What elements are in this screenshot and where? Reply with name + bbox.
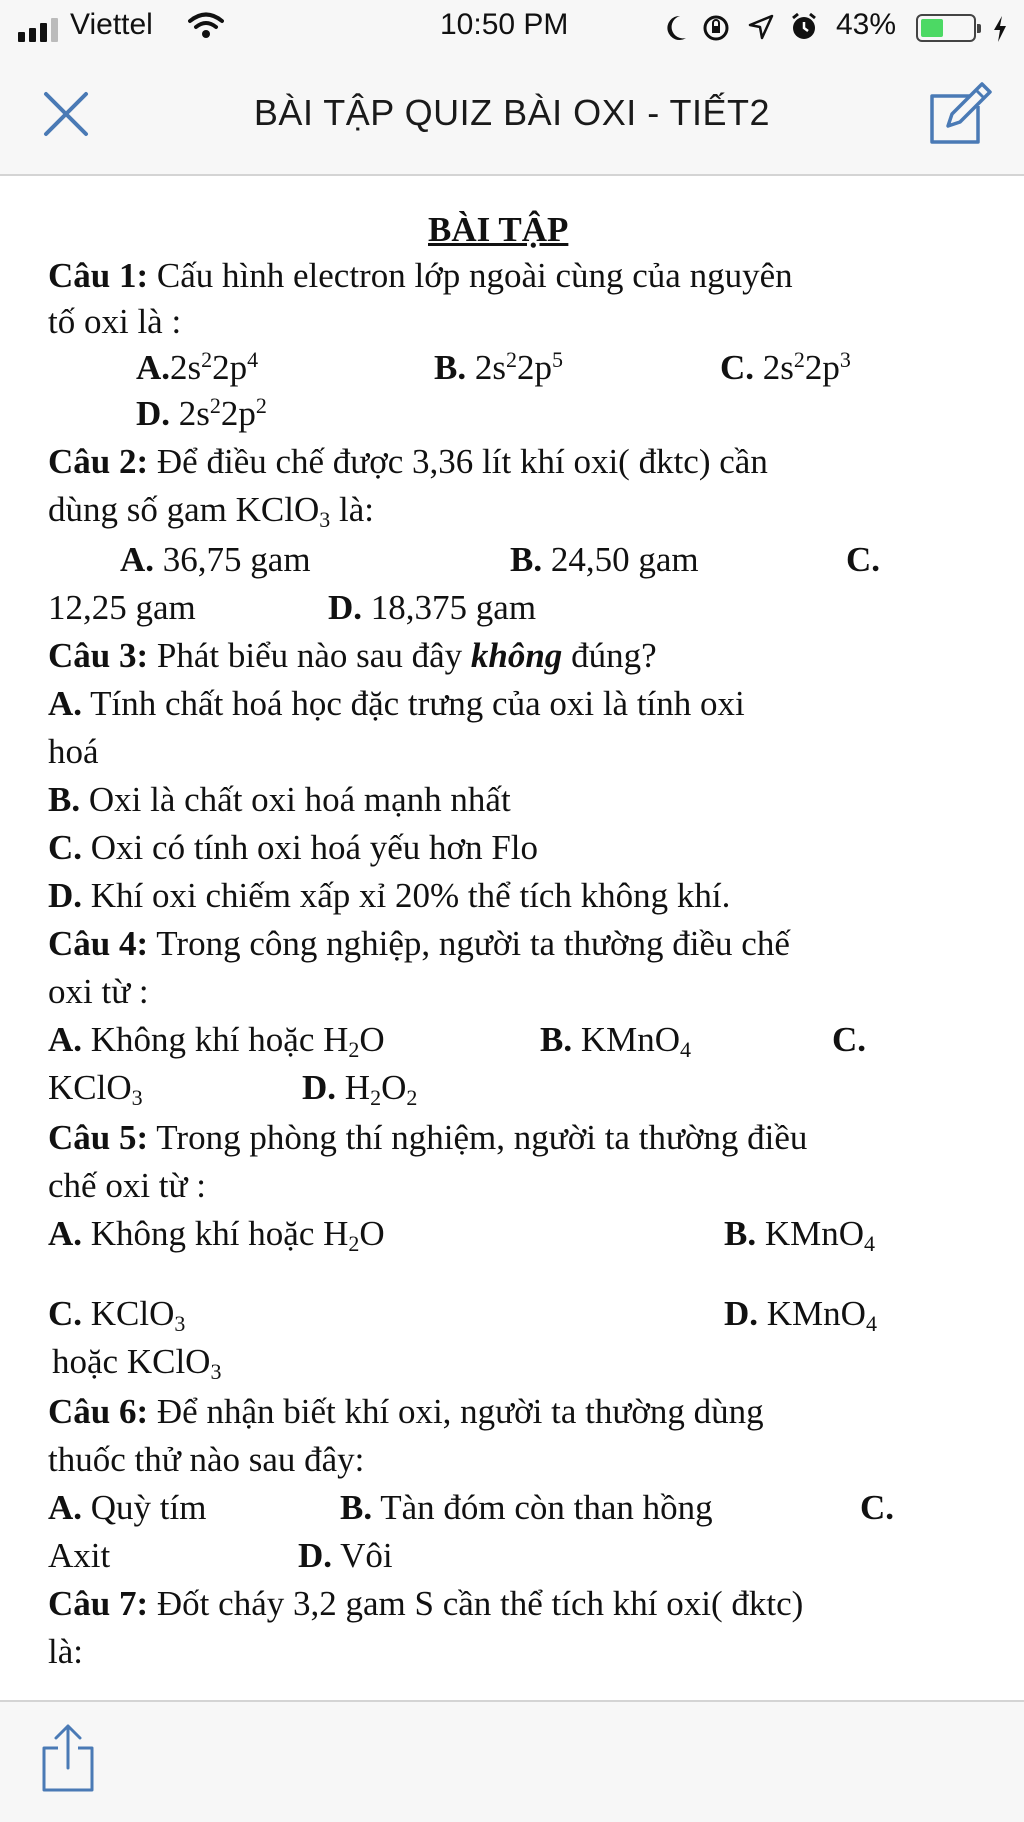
question-6: Câu 6: Để nhận biết khí oxi, người ta thường dùng xyxy=(48,1392,764,1431)
question-2-cont: dùng số gam KClO$_3$ là: xyxy=(48,490,374,532)
q2-option-a: A. 36,75 gam xyxy=(120,540,311,579)
clock: 10:50 PM xyxy=(440,8,569,41)
q2-option-c-value: 12,25 gam xyxy=(48,588,196,627)
q6-option-a: A. Quỳ tím xyxy=(48,1488,207,1527)
carrier-label: Viettel xyxy=(70,8,153,41)
q6-option-c: C. xyxy=(860,1488,895,1527)
q3-option-c: C. Oxi có tính oxi hoá yếu hơn Flo xyxy=(48,828,539,867)
question-3: Câu 3: Phát biểu nào sau đây không đúng? xyxy=(48,636,657,675)
question-5-cont: chế oxi từ : xyxy=(48,1166,206,1205)
q2-option-b: B. 24,50 gam xyxy=(510,540,699,579)
share-icon[interactable] xyxy=(40,1722,96,1794)
bottom-toolbar xyxy=(0,1700,1024,1822)
alarm-icon xyxy=(790,12,818,42)
do-not-disturb-icon xyxy=(664,14,688,42)
status-bar xyxy=(0,0,1024,56)
document-content xyxy=(48,196,968,1692)
page-title: BÀI TẬP QUIZ BÀI OXI - TIẾT2 xyxy=(253,92,771,133)
wifi-icon xyxy=(188,12,224,40)
question-7-cont: là: xyxy=(48,1632,83,1671)
q6-option-c-value: Axit xyxy=(48,1536,111,1575)
q2-option-c: C. xyxy=(846,540,881,579)
q1-option-d: D. $2s^22p^2$ xyxy=(136,393,267,433)
q2-option-d: D. 18,375 gam xyxy=(328,588,537,627)
location-icon xyxy=(748,14,774,40)
q1-option-c: C. $2s^22p^3$ xyxy=(720,347,851,387)
close-icon[interactable] xyxy=(36,84,96,144)
orientation-lock-icon xyxy=(702,14,730,42)
question-4: Câu 4: Trong công nghiệp, người ta thường điều chế xyxy=(48,924,790,963)
q5-option-d-cont: hoặc KClO$_3$ xyxy=(52,1342,222,1384)
q1-option-b: B. $2s^22p^5$ xyxy=(434,347,563,387)
charging-icon xyxy=(992,16,1008,42)
q6-option-d: D. Vôi xyxy=(298,1536,393,1575)
question-1: Câu 1: Cấu hình electron lớp ngoài cùng của nguyên xyxy=(48,256,793,295)
q5-option-b: B. KMnO$_4$ xyxy=(724,1214,876,1256)
q3-option-b: B. Oxi là chất oxi hoá mạnh nhất xyxy=(48,780,511,819)
q6-option-b: B. Tàn đóm còn than hồng xyxy=(340,1488,713,1527)
question-1-cont: tố oxi là : xyxy=(48,302,182,341)
edit-icon[interactable] xyxy=(924,78,994,148)
navigation-bar xyxy=(0,56,1024,176)
q5-option-d: D. KMnO$_4$ xyxy=(724,1294,877,1336)
question-4-cont: oxi từ : xyxy=(48,972,149,1011)
q3-option-a-cont: hoá xyxy=(48,732,99,771)
q4-option-c-value: KClO$_3$ xyxy=(48,1068,143,1110)
q4-option-a: A. Không khí hoặc $H_2O$ xyxy=(48,1020,385,1062)
q1-option-a: $A.2s^22p^4$ xyxy=(136,347,259,387)
doc-heading: BÀI TẬP xyxy=(428,210,569,249)
q3-option-a: A. Tính chất hoá học đặc trưng của oxi là tính oxi xyxy=(48,684,745,723)
question-2: Câu 2: Để điều chế được 3,36 lít khí oxi( đktc) cần xyxy=(48,442,768,481)
question-6-cont: thuốc thử nào sau đây: xyxy=(48,1440,365,1479)
q5-option-a: A. Không khí hoặc $H_2O$ xyxy=(48,1214,385,1256)
q4-option-b: B. KMnO$_4$ xyxy=(540,1020,692,1062)
q4-option-d: D. $H_2O_2$ xyxy=(302,1068,418,1110)
signal-icon xyxy=(18,18,58,42)
q3-option-d: D. Khí oxi chiếm xấp xỉ 20% thể tích không khí. xyxy=(48,876,731,915)
battery-icon xyxy=(916,14,976,42)
q4-option-c: C. xyxy=(832,1020,867,1059)
question-5: Câu 5: Trong phòng thí nghiệm, người ta thường điều xyxy=(48,1118,808,1157)
battery-percent: 43% xyxy=(836,8,897,41)
q5-option-c: C. KClO$_3$ xyxy=(48,1294,186,1336)
question-7: Câu 7: Đốt cháy 3,2 gam S cần thể tích khí oxi( đktc) xyxy=(48,1584,804,1623)
